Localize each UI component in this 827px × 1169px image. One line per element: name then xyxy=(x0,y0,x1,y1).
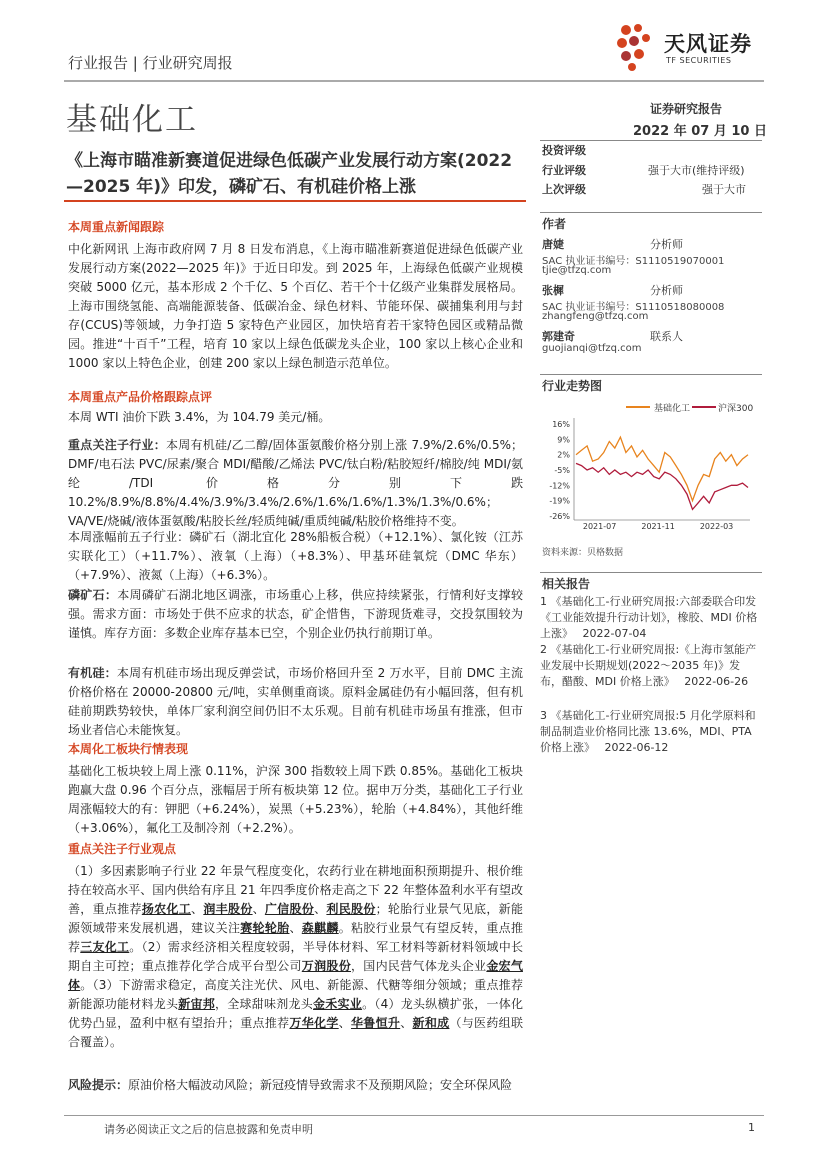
author-email[interactable]: guojianqi@tfzq.com xyxy=(542,343,642,354)
author-email[interactable]: tjie@tfzq.com xyxy=(542,265,612,276)
related-report-item[interactable] xyxy=(540,594,762,642)
related-report-date: 2022-06-12 xyxy=(604,741,669,754)
x-tick-label: 2021-11 xyxy=(641,522,675,531)
section-market-title: 本周化工板块行情表现 xyxy=(68,742,189,756)
silicone-paragraph xyxy=(68,664,523,740)
views-text: 。（3）下游需求稳定，高度关注光伏、风电、新能源、代糖等细分领域；重点推荐新能源功能材料龙头 xyxy=(68,978,523,1011)
section-price-title: 本周重点产品价格跟踪点评 xyxy=(68,390,213,404)
stock-name: 万润股份 xyxy=(301,959,351,973)
logo-name: 天风证券 xyxy=(664,32,752,56)
industry-rating-value: 强于大市(维持评级) xyxy=(648,164,745,177)
stock-name: 赛轮轮胎 xyxy=(240,921,290,935)
trend-top-rule xyxy=(540,374,762,375)
related-report-item[interactable] xyxy=(540,642,762,690)
silicone-text: 本周有机硅市场出现反弹尝试，市场价格回升至 2 万水平，目前 DMC 主流价格价格在 20000-20800 元/吨，实单侧重商谈。原料金属硅仍有小幅回落，但有机硅前期跌势较快，单体厂家利润空间仍旧不太乐观。目前有机硅市场虽有推涨，但市场业者信心未能恢复。 xyxy=(68,666,523,737)
oil-price-paragraph: 本周 WTI 油价下跌 3.4%，为 104.79 美元/桶。 xyxy=(68,410,331,424)
report-date: 2022 年 07 月 10 日 xyxy=(633,124,767,139)
risk-lead: 风险提示： xyxy=(68,1078,129,1092)
stock-name: 润丰股份 xyxy=(203,902,253,916)
related-report-title[interactable]: 1 《基础化工-行业研究周报:六部委联合印发《工业能效提升行动计划》，橡胶、MDI 价格上涨》 xyxy=(540,595,758,640)
footer-disclaimer[interactable]: 请务必阅读正文之后的信息披露和免责申明 xyxy=(104,1123,313,1136)
top-five-paragraph: 本周涨幅前五子行业：磷矿石（湖北宜化 28%船板合税）（+12.1%）、氯化铵（江苏实联化工）（+11.7%）、液氧（上海）（+8.3%）、甲基环硅氧烷（DMC 华东）（+7.9%）、液氮（上海）（+6.3%）。 xyxy=(68,530,523,582)
stock-name: 新和成 xyxy=(412,1016,450,1030)
section-news-title: 本周重点新闻跟踪 xyxy=(68,220,165,234)
authors-section-title: 作者 xyxy=(542,217,567,231)
views-text: ；轮胎行业景气见底，新能源领域带来发展机遇，建议关注 xyxy=(68,902,523,935)
headline: 《上海市瞄准新赛道促进绿色低碳产业发展行动方案(2022—2025 年)》印发，磷矿石、有机硅价格上涨 xyxy=(66,151,513,197)
author-cert: SAC 执业证书编号：S1110519070001 xyxy=(542,256,725,267)
author-cert: SAC 执业证书编号：S1110518080008 xyxy=(542,302,725,313)
y-tick-label: 2% xyxy=(557,450,570,460)
y-tick-label: -12% xyxy=(549,481,570,491)
previous-rating-value: 强于大市 xyxy=(702,183,746,196)
stock-name: 扬农化工 xyxy=(141,902,192,916)
news-paragraph: 中化新网讯 上海市政府网 7 月 8 日发布消息，《上海市瞄准新赛道促进绿色低碳产业发展行动方案(2022—2025 年)》于近日印发。到 2025 年，上海绿色低碳产业规模突破 5000 亿元，基本形成 2 个千亿、5 个百亿、若干个十亿级产业集群发展格局。上海市围绕氢能、高端能源装备、低碳冶金、绿色材料、节能环保、碳捕集利用与封存(CCUS)等领域，力争打造 5 家特色产业园区，加快培育若干家特色园区或精品微园。推进“十百千”工程，培育 10 家以上绿色低碳龙头企业，100 家以上核心企业和 1000 家以上特色企业，创建 200 家以上绿色制造示范单位。 xyxy=(68,242,523,370)
chart-source: 资料来源：贝格数据 xyxy=(542,548,624,558)
legend-label-chemical: 基础化工 xyxy=(654,404,691,414)
page-number: 1 xyxy=(748,1121,755,1134)
trend-chart xyxy=(540,396,762,536)
key-subsector-paragraph xyxy=(68,436,523,531)
related-report-title[interactable]: 3 《基础化工-行业研究周报:5 月化学原料和制品制造业价格同比涨 13.6%，MDI、PTA 价格上涨》 xyxy=(540,709,756,754)
stock-name: 金宏气体 xyxy=(68,959,523,992)
phosphate-text: 本周磷矿石湖北地区调涨，市场重心上移，供应持续紧张，行情利好支撑较强。需求方面：市场处于供不应求的状态，矿企惜售，下游现货难寻，交投氛围较为谨慎。库存方面：多数企业库存基本已空，个别企业仍执行前期订单。 xyxy=(68,588,523,640)
silicone-lead: 有机硅： xyxy=(68,666,117,680)
logo-english: TF SECURITIES xyxy=(666,56,732,65)
key-subsector-text: 本周有机硅/乙二醇/固体蛋氨酸价格分别上涨 7.9%/2.6%/0.5%；DMF/电石法 PVC/尿素/聚合 MDI/醋酸/乙烯法 PVC/钛白粉/粘胶短纤/棉胶/纯 MDI/氨纶/TDI 价格分别下跌 10.2%/8.9%/8.8%/4.4%/3.9%/3.4%/2.6%/1.6%/1.6%/1.3%/1.3%/0.6%；VA/VE/烧碱/液体蛋氨酸/粘胶长丝/轻质纯碱/重质纯碱/粘胶价格维持不变。 xyxy=(68,438,523,528)
risk-paragraph xyxy=(68,1076,523,1095)
stock-name: 华鲁恒升 xyxy=(350,1016,401,1030)
report-type: 证券研究报告 xyxy=(650,102,723,116)
headline-divider xyxy=(64,200,526,202)
views-text: 。粘胶行业景气有望反转，重点推荐 xyxy=(68,921,523,954)
x-tick-label: 2022-03 xyxy=(699,522,734,531)
industry-rating-label: 行业评级 xyxy=(542,164,586,177)
stock-name: 新宙邦 xyxy=(178,997,216,1011)
company-logo xyxy=(612,22,772,72)
stock-name: 三友化工 xyxy=(80,940,130,954)
report-category: 行业报告 | 行业研究周报 xyxy=(68,54,233,72)
author-role: 联系人 xyxy=(650,330,683,343)
y-tick-label: 16% xyxy=(552,420,570,429)
key-subsector-lead: 重点关注子行业： xyxy=(68,438,167,452)
author-email[interactable]: zhangfeng@tfzq.com xyxy=(542,311,649,322)
y-tick-label: 9% xyxy=(557,435,570,445)
market-paragraph: 基础化工板块较上周上涨 0.11%，沪深 300 指数较上周下跌 0.85%。基础化工板块跑赢大盘 0.96 个百分点，涨幅居于所有板块第 12 位。据申万分类，基础化工子行业周涨幅较大的有：钾肥（+6.24%），炭黑（+5.23%），轮胎（+4.84%），其他纤维（+3.06%），氟化工及制冷剂（+2.2%）。 xyxy=(68,764,523,835)
phosphate-paragraph xyxy=(68,586,523,643)
legend-label-hs300: 沪深300 xyxy=(718,404,754,414)
author-name: 唐婕 xyxy=(542,238,564,251)
previous-rating-label: 上次评级 xyxy=(542,183,586,196)
phosphate-lead: 磷矿石： xyxy=(68,588,118,602)
author-role: 分析师 xyxy=(650,238,683,251)
stock-name: 利民股份 xyxy=(326,902,376,916)
section-views-title: 重点关注子行业观点 xyxy=(68,842,177,856)
author-role: 分析师 xyxy=(650,284,683,297)
views-text: 。（2）需求经济相关程度较弱，半导体材料、军工材料等新材料领域中长期自主可控；重点推荐化学合成平台型公司 xyxy=(68,940,523,973)
stock-name: 万华化学 xyxy=(289,1016,339,1030)
related-report-date: 2022-06-26 xyxy=(684,675,749,688)
y-tick-label: -19% xyxy=(549,496,570,506)
rating-section-title: 投资评级 xyxy=(542,144,586,157)
views-paragraph: （1）多因素影响子行业 22 年景气程度变化，农药行业在耕地面积预期提升、根价维持在较高水平、国内供给有序且 21 年四季度价格走高之下 22 年整体盈利水平有望改善，重点推荐扬农化工、润丰股份、广信股份、利民股份；轮胎行业景气见底，新能源领域带来发展机遇，建议关注赛轮轮胎、森麒麟。粘胶行业景气有望反转，重点推荐三友化工。（2）需求经济相关程度较弱，半导体材料、军工材料等新材料领域中长期自主可控；重点推荐化学合成平台型公司万润股份，国内民营气体龙头企业金宏气体。（3）下游需求稳定，高度关注光伏、风电、新能源、代糖等细分领域；重点推荐新能源功能材料龙头新宙邦，全球甜味剂龙头金禾实业。（4）龙头纵横扩张，一体化优势凸显，盈利中枢有望抬升；重点推荐万华化学、华鲁恒升、新和成（与医药组联合覆盖）。 xyxy=(68,864,523,1049)
author-name: 郭建奇 xyxy=(542,330,575,343)
trend-section-title: 行业走势图 xyxy=(542,379,603,393)
views-text: （1）多因素影响子行业 22 年景气程度变化，农药行业在耕地面积预期提升、根价维持在较高水平、国内供给有序且 21 年四季度价格走高之下 22 年整体盈利水平有望改善，重点推荐 xyxy=(68,864,523,916)
footer-divider xyxy=(64,1115,764,1116)
author-name: 张樨 xyxy=(542,284,564,297)
related-report-date: 2022-07-04 xyxy=(582,627,647,640)
views-text: ，全球甜味剂龙头 xyxy=(215,997,314,1011)
authors-top-rule xyxy=(540,212,762,213)
rating-top-rule xyxy=(540,140,762,141)
sector-title: 基础化工 xyxy=(66,102,198,138)
related-section-title: 相关报告 xyxy=(542,577,591,591)
related-report-title[interactable]: 2 《基础化工-行业研究周报:《上海市氢能产业发展中长期规划(2022～2035 年)》发布，醋酸、MDI 价格上涨》 xyxy=(540,643,757,688)
logo-icon xyxy=(612,22,662,72)
series-line-hs300 xyxy=(576,463,748,509)
stock-name: 广信股份 xyxy=(264,902,315,916)
y-tick-label: -26% xyxy=(549,512,570,521)
views-text: ，国内民营气体龙头企业 xyxy=(351,959,487,973)
views-text: 。（4）龙头纵横扩张，一体化优势凸显，盈利中枢有望抬升；重点推荐 xyxy=(68,997,523,1030)
stock-name: 金禾实业 xyxy=(313,997,363,1011)
related-report-item[interactable] xyxy=(540,708,762,756)
y-tick-label: -5% xyxy=(554,466,570,475)
stock-name: 森麒麟 xyxy=(301,921,339,935)
x-tick-label: 2021-07 xyxy=(582,522,617,531)
related-top-rule xyxy=(540,572,762,573)
header-divider xyxy=(64,80,764,82)
risk-text: 原油价格大幅波动风险；新冠疫情导致需求不及预期风险；安全环保风险 xyxy=(128,1078,513,1092)
views-text: （与医药组联合覆盖）。 xyxy=(68,1016,523,1049)
